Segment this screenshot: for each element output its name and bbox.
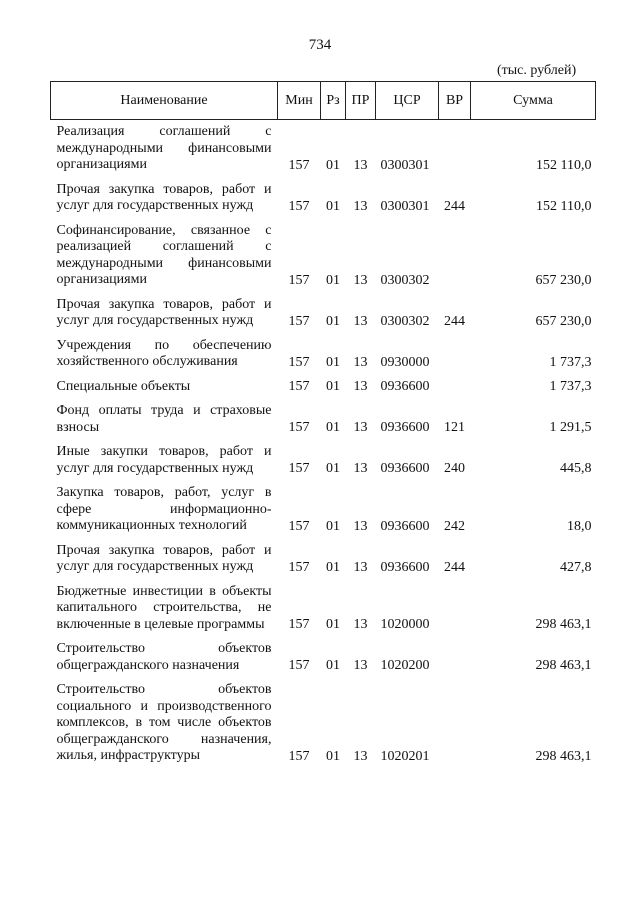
units-label: (тыс. рублей) bbox=[497, 63, 577, 78]
table-row bbox=[51, 576, 596, 634]
row-name: Прочая закупка товаров, работ и услуг для государственных нужд bbox=[56, 181, 272, 213]
row-rz: 01 bbox=[326, 379, 340, 394]
page-number: 734 bbox=[308, 37, 332, 53]
table-row bbox=[51, 674, 596, 765]
row-csr: 0930000 bbox=[380, 354, 430, 370]
table-header bbox=[51, 82, 596, 120]
row-name: Прочая закупка товаров, работ и услуг для государственных нужд bbox=[56, 296, 272, 328]
row-csr: 1020200 bbox=[380, 658, 430, 673]
table-row bbox=[51, 330, 596, 371]
row-vr bbox=[439, 674, 471, 765]
row-name: Иные закупки товаров, работ и услуг для государственных нужд bbox=[56, 444, 272, 476]
row-sum: 657 230,0 bbox=[535, 272, 592, 288]
row-csr: 0936600 bbox=[380, 518, 430, 534]
row-csr: 0936600 bbox=[380, 461, 430, 476]
row-min: 157 bbox=[288, 461, 310, 476]
row-pr: 13 bbox=[353, 379, 368, 394]
row-sum: 445,8 bbox=[560, 461, 592, 476]
table-body bbox=[51, 120, 596, 765]
row-rz: 01 bbox=[326, 658, 340, 673]
row-name: Строительство объектов социального и производственного комплексов, в том числе объектов общегражданского назначения, жилья, инфраструктуры bbox=[56, 682, 272, 763]
row-pr: 13 bbox=[353, 658, 368, 673]
table-row bbox=[51, 289, 596, 330]
table-row bbox=[51, 477, 596, 535]
row-sum: 152 110,0 bbox=[536, 198, 592, 214]
header-min: Мин bbox=[278, 82, 321, 120]
table-row bbox=[51, 633, 596, 674]
table-row bbox=[51, 174, 596, 215]
table-row bbox=[51, 120, 596, 174]
row-vr bbox=[439, 371, 471, 396]
row-csr: 0300301 bbox=[380, 157, 430, 173]
row-name: Прочая закупка товаров, работ и услуг для государственных нужд bbox=[56, 542, 272, 574]
row-sum: 298 463,1 bbox=[535, 617, 592, 632]
row-sum: 427,8 bbox=[560, 559, 592, 575]
row-name: Фонд оплаты труда и страховые взносы bbox=[56, 403, 272, 435]
row-sum: 657 230,0 bbox=[535, 313, 592, 329]
table-row bbox=[51, 535, 596, 576]
header-sum: Сумма bbox=[471, 82, 596, 120]
row-min: 157 bbox=[288, 198, 310, 214]
row-rz: 01 bbox=[326, 518, 340, 534]
row-sum: 152 110,0 bbox=[536, 157, 592, 173]
row-sum: 1 737,3 bbox=[549, 379, 592, 394]
row-name: Софинансирование, связанное с реализацией соглашений с международными финансовыми организациями bbox=[56, 222, 272, 287]
row-rz: 01 bbox=[326, 272, 340, 288]
row-rz: 01 bbox=[326, 157, 340, 173]
row-csr: 1020201 bbox=[380, 748, 430, 764]
row-sum: 18,0 bbox=[567, 518, 592, 534]
row-vr: 244 bbox=[444, 198, 465, 214]
row-pr: 13 bbox=[353, 420, 368, 435]
row-name: Закупка товаров, работ, услуг в сфере информационно-коммуникационных технологий bbox=[56, 485, 272, 533]
budget-table bbox=[50, 81, 596, 765]
header-csr: ЦСР bbox=[376, 82, 439, 120]
header-rz: Рз bbox=[321, 82, 346, 120]
row-min: 157 bbox=[288, 658, 310, 673]
row-name: Бюджетные инвестиции в объекты капитального строительства, не включенные в целевые программы bbox=[56, 583, 272, 632]
table-row bbox=[51, 371, 596, 396]
row-pr: 13 bbox=[353, 617, 368, 632]
row-csr: 0936600 bbox=[380, 559, 430, 575]
row-sum: 1 737,3 bbox=[549, 354, 592, 370]
row-pr: 13 bbox=[353, 157, 368, 173]
row-min: 157 bbox=[288, 157, 310, 173]
row-name: Строительство объектов общегражданского назначения bbox=[56, 641, 272, 673]
row-sum: 298 463,1 bbox=[535, 658, 592, 673]
row-rz: 01 bbox=[326, 354, 340, 370]
row-min: 157 bbox=[288, 748, 310, 764]
header-name: Наименование bbox=[51, 82, 278, 120]
row-min: 157 bbox=[288, 272, 310, 288]
row-csr: 0936600 bbox=[380, 420, 430, 435]
row-pr: 13 bbox=[353, 461, 368, 476]
row-min: 157 bbox=[288, 617, 310, 632]
row-vr bbox=[439, 330, 471, 371]
header-pr: ПР bbox=[346, 82, 376, 120]
row-vr bbox=[439, 633, 471, 674]
row-csr: 0936600 bbox=[380, 379, 430, 394]
row-csr: 0300302 bbox=[380, 272, 430, 288]
row-csr: 0300302 bbox=[380, 313, 430, 329]
row-vr: 244 bbox=[444, 559, 465, 575]
row-pr: 13 bbox=[353, 198, 368, 214]
row-rz: 01 bbox=[326, 559, 340, 575]
row-rz: 01 bbox=[326, 617, 340, 632]
row-sum: 298 463,1 bbox=[535, 748, 592, 764]
row-min: 157 bbox=[288, 559, 310, 575]
row-vr bbox=[439, 120, 471, 174]
row-rz: 01 bbox=[326, 461, 340, 476]
row-rz: 01 bbox=[326, 420, 340, 435]
table-row bbox=[51, 215, 596, 289]
row-vr: 240 bbox=[444, 461, 465, 476]
row-pr: 13 bbox=[353, 272, 368, 288]
row-min: 157 bbox=[288, 379, 310, 394]
row-csr: 1020000 bbox=[380, 617, 430, 632]
table-row bbox=[51, 395, 596, 436]
row-min: 157 bbox=[288, 354, 310, 370]
row-vr bbox=[439, 576, 471, 634]
row-vr bbox=[439, 215, 471, 289]
row-name: Реализация соглашений с международными финансовыми организациями bbox=[56, 124, 272, 172]
header-vr: ВР bbox=[439, 82, 471, 120]
row-vr: 242 bbox=[444, 518, 465, 534]
row-rz: 01 bbox=[326, 313, 340, 329]
row-min: 157 bbox=[288, 518, 310, 534]
row-name: Учреждения по обеспечению хозяйственного обслуживания bbox=[56, 337, 272, 369]
row-csr: 0300301 bbox=[380, 198, 430, 214]
row-rz: 01 bbox=[326, 198, 340, 214]
row-pr: 13 bbox=[353, 559, 368, 575]
row-min: 157 bbox=[288, 313, 310, 329]
row-rz: 01 bbox=[326, 748, 340, 764]
row-name: Специальные объекты bbox=[56, 378, 191, 394]
row-vr: 244 bbox=[444, 313, 465, 329]
table-row bbox=[51, 436, 596, 477]
row-vr: 121 bbox=[444, 420, 465, 435]
row-pr: 13 bbox=[353, 748, 368, 764]
row-pr: 13 bbox=[353, 313, 368, 329]
row-min: 157 bbox=[288, 420, 310, 435]
row-pr: 13 bbox=[353, 518, 368, 534]
row-pr: 13 bbox=[353, 354, 368, 370]
row-sum: 1 291,5 bbox=[549, 420, 592, 435]
